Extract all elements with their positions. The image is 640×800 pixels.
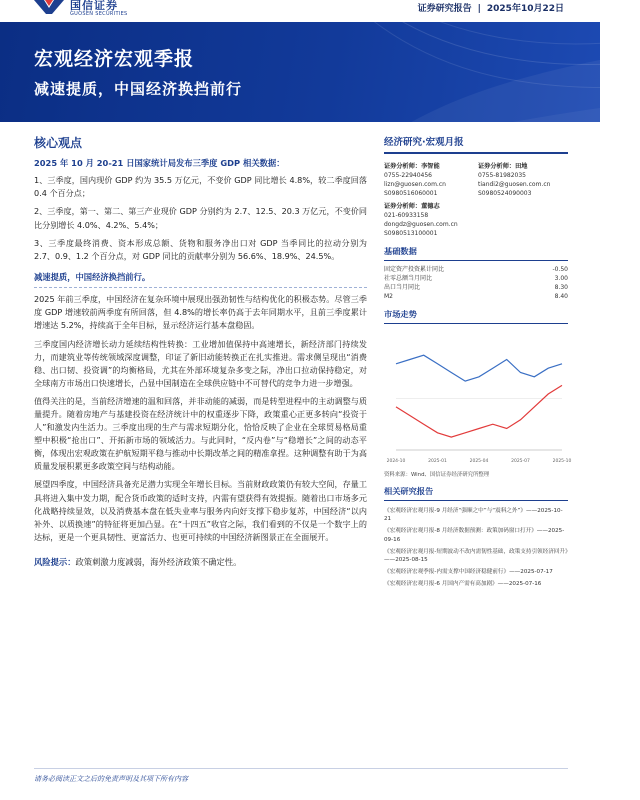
stat-row [384,283,568,292]
report-type: 证券研究报告 [417,4,472,14]
related-report-link[interactable]: 《宏观经济宏观月报-短期波动不改内需韧性基础，政策支持引领经济回升》——2025-08-15 [384,548,568,564]
report-title: 宏观经济宏观季报 [34,48,195,70]
core-view-heading: 核心观点 [34,136,83,150]
related-report-link[interactable]: 《宏观经济宏观月报-6 月国内产需有高加剧》——2025-07-16 [384,581,542,588]
analyst-cert: S0980524090003 [478,190,532,197]
related-reports-rule [384,500,568,501]
guosen-logo-icon [34,0,64,14]
key-point: 1、三季度，国内现价 GDP 约为 35.5 万亿元，不变价 GDP 同比增长 4.8%，较二季度回落 0.4 个百分点； [34,175,367,199]
body-paragraph: 三季度国内经济增长动力延续结构性转换：工业增加值保持中高速增长，新经济部门持续发力，而建筑业等传统领域深度调整，印证了新旧动能转换正在扎实推进。需求侧呈现出“消费稳、出口韧、投资调”的均衡格局，尤其在外部环境复杂多变之际，净出口拉动保持稳定，对全球南方市场出口快速增长，凸显中国制造在全球供应链中不可替代的竞争力进一步增强。 [34,338,367,388]
market-trend-svg [384,328,572,468]
main-column [34,134,367,568]
analyst-name: 证券分析师：田地 [478,163,528,170]
body-paragraph: 2025 年前三季度，中国经济在复杂环境中展现出强劲韧性与结构优化的积极态势。尽管三季度 GDP 增速较前两季度有所回落，但 4.8%的增长率仍高于去年同期水平，且前三季度累计增速达 5.2%，持续高于全年目标，显示经济运行基本盘稳固。 [34,294,367,331]
x-tick-label: 2025-10 [552,459,572,464]
footer-disclaimer: 请务必阅读正文之后的免责声明及其项下所有内容 [34,775,188,783]
market-trend-heading: 市场走势 [384,309,417,319]
analyst-name: 证券分析师：李智能 [384,163,440,170]
contact-name: 证券分析师：董德志 [384,203,440,210]
series-blue-line [396,355,562,381]
stat-value: 8.30 [554,284,568,291]
related-report-link[interactable]: 《宏观经济宏观季报-内需支撑中国经济稳健前行》——2025-07-17 [384,569,553,576]
analyst-card [478,162,568,198]
logo-english: GUOSEN SECURITIES [70,11,128,17]
stat-value: 3.00 [554,275,568,282]
series-red-line [396,385,562,437]
related-reports-heading: 相关研究报告 [384,486,434,496]
contact-cert: S0980513100001 [384,230,438,237]
stat-label: M2 [384,293,393,300]
basic-data-heading: 基础数据 [384,246,417,256]
stat-label: 固定资产投资累计同比 [384,266,445,273]
footer-rule [34,768,568,769]
analyst-email[interactable]: lizn@guosen.com.cn [384,181,446,188]
risk-text: 政策刺激力度减弱，海外经济政策不确定性。 [75,556,242,567]
key-point: 2、三季度，第一、第二、第三产业现价 GDP 分别约为 2.7、12.5、20.3 万亿元，不变价同比分别增长 4.0%、4.2%、5.4%； [34,206,367,230]
stat-value: 8.40 [554,293,568,300]
stat-row [384,265,568,274]
stat-value: -0.50 [552,266,568,273]
section-divider [34,287,367,288]
analyst-card [384,162,474,198]
basic-data-table [384,265,568,301]
basic-data-rule [384,260,568,261]
report-subtitle: 减速提质，中国经济换挡前行 [34,80,243,98]
stat-label: 社零总额当月同比 [384,275,433,282]
title-banner [0,22,600,122]
body-paragraph: 展望四季度，中国经济具备充足潜力实现全年增长目标。当前财政政策仍有较大空间，存量工具将进入集中发力期，配合货币政策的适时支持，内需有望获得有效提振。随着出口市场多元化战略持续显效，以及消费基本盘在低失业率与服务内向好支撑下稳步复苏，中国经济“以内补外、以质换速”的特征将更加凸显。在“十四五”收官之际，我们看到的不仅是一个数字上的达标，更是一个更具韧性、更富活力、也更可持续的中国经济新图景正在全面展开。 [34,479,367,542]
contact-email[interactable]: dongdz@guosen.com.cn [384,221,458,228]
stat-label: 出口当月同比 [384,284,421,291]
risk-warning [34,556,367,568]
brand-logo [34,0,128,18]
stat-row [384,292,568,301]
x-tick-label: 2025-01 [428,459,447,464]
sidebar-title: 经济研究·宏观月报 [384,137,464,148]
data-release-heading: 2025 年 10 月 20-21 日国家统计局发布三季度 GDP 相关数据： [34,158,285,168]
analyst-list [384,162,568,198]
analyst-email[interactable]: tiandi2@guosen.com.cn [478,181,551,188]
related-report-link[interactable]: 《宏观经济宏观月报-8 月经济数据预测：政策加码窗口打开》——2025-09-16 [384,528,565,543]
x-tick-label: 2025-04 [469,459,489,464]
analyst-cert: S0980516060001 [384,190,438,197]
chart-source: 资料来源：Wind、国信证券经济研究所整理 [384,472,490,478]
analyst-phone: 0755-81982035 [478,172,526,179]
sidebar-rule [384,152,568,154]
logo-name: 国信证券 [70,0,118,12]
risk-label: 风险提示： [34,556,76,567]
report-date: 2025年10月22日 [486,4,564,14]
related-report-link[interactable]: 《宏观经济宏观月报-9 月经济“强顺之中”与“震料之外”》——2025-10-21 [384,508,563,523]
related-reports-list [384,507,568,589]
market-trend-chart [384,328,572,468]
x-tick-label: 2025-07 [511,459,530,464]
stat-row [384,274,568,283]
key-point: 3、三季度最终消费、资本形成总额、货物和服务净出口对 GDP 当季同比的拉动分别为 2.7、0.9、1.2 个百分点，对 GDP 同比的贡献率分别为 56.6%、18.9%、24.5%。 [34,237,367,262]
report-meta: 证券研究报告 | 2025年10月22日 [417,4,564,14]
body-paragraph: 值得关注的是，当前经济增速的温和回落，并非动能的减弱，而是转型进程中的主动调整与质量提升。随着房地产与基建投资在经济统计中的权重逐步下降，政策重心正更多转向“投资于人”和激发内生活力。三季度出现的生产与需求短期分化，恰恰反映了企业在全球贸易格局重塑中积极“抢出口”、开拓新市场的领域活力。与此同时，“反内卷”与“稳增长”之间的动态平衡，体现出宏观政策在护航短期平稳与推动中长期改革之间的精准拿捏。这种调整有助于为高质量发展积累更多政策空间与结构动能。 [34,395,367,472]
analyst-phone: 0755-22940456 [384,172,432,179]
market-trend-rule [384,323,568,324]
x-tick-label: 2024-10 [386,459,406,464]
sidebar [384,134,572,589]
contact-card [384,202,474,238]
section-subheading: 减速提质，中国经济换挡前行。 [34,272,151,283]
contact-phone: 021-60933158 [384,212,429,219]
